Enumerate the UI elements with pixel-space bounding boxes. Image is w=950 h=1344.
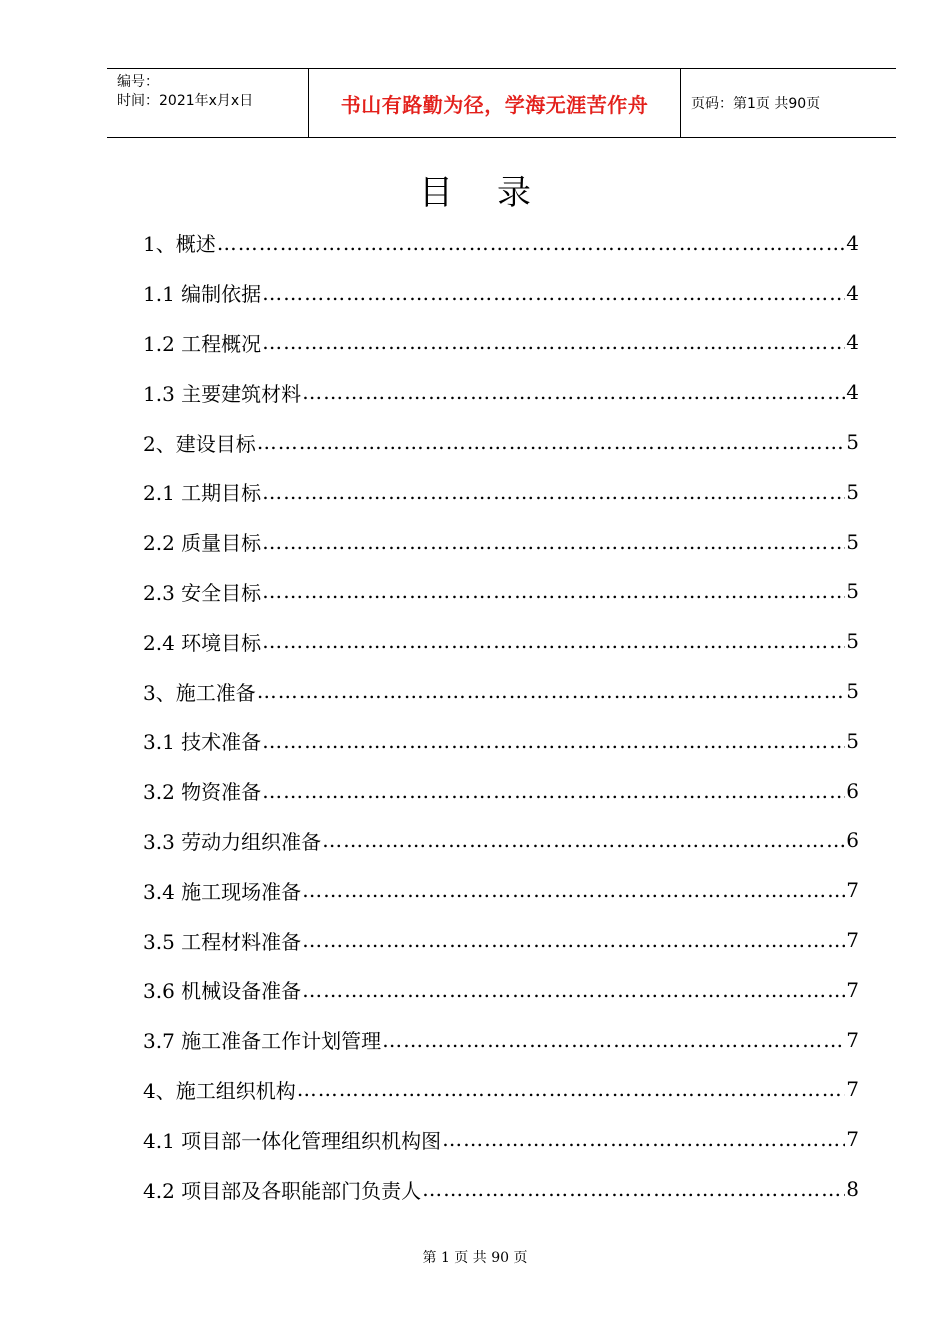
header-motto: 书山有路勤为径，学海无涯苦作舟 bbox=[309, 69, 681, 137]
toc-leader-dots bbox=[257, 679, 846, 703]
toc-entry[interactable] bbox=[143, 1065, 859, 1115]
toc-entry-page: 5 bbox=[846, 430, 859, 455]
toc-leader-dots bbox=[302, 380, 845, 404]
toc-entry-page: 4 bbox=[846, 230, 859, 255]
toc-leader-dots bbox=[257, 430, 846, 454]
toc-entry-label: 1.2 工程概况 bbox=[143, 331, 262, 356]
toc-entry-label: 2.2 质量目标 bbox=[143, 531, 262, 556]
toc-entry-page: 7 bbox=[846, 1127, 859, 1152]
toc-leader-dots bbox=[262, 530, 845, 554]
toc-leader-dots bbox=[302, 928, 845, 952]
toc-entry-label: 3.7 施工准备工作计划管理 bbox=[143, 1029, 382, 1054]
toc-entry-page: 7 bbox=[846, 928, 859, 953]
toc-entry-label: 1、概述 bbox=[143, 232, 216, 257]
toc-leader-dots bbox=[262, 579, 845, 603]
toc-leader-dots bbox=[262, 281, 845, 305]
toc-leader-dots bbox=[302, 878, 845, 902]
toc-entry-page: 5 bbox=[846, 679, 859, 704]
toc-leader-dots bbox=[262, 779, 845, 803]
toc-entry-label: 3.5 工程材料准备 bbox=[143, 929, 302, 954]
toc-entry-page: 7 bbox=[846, 977, 859, 1002]
toc-entry-page: 5 bbox=[846, 629, 859, 654]
toc-leader-dots bbox=[262, 330, 845, 354]
toc-leader-dots bbox=[217, 231, 846, 255]
toc-entry-label: 2.4 环境目标 bbox=[143, 630, 262, 655]
time-label: 时间：2021年x月x日 bbox=[117, 93, 254, 109]
toc-entry-label: 1.1 编制依据 bbox=[143, 282, 262, 307]
toc-entry[interactable] bbox=[143, 467, 859, 517]
toc-entry[interactable] bbox=[143, 318, 859, 368]
toc-entry[interactable] bbox=[143, 517, 859, 567]
toc-entry-page: 7 bbox=[846, 1077, 859, 1102]
toc-entry-label: 3.3 劳动力组织准备 bbox=[143, 829, 322, 854]
toc-leader-dots bbox=[262, 629, 845, 653]
toc-entry-label: 2、建设目标 bbox=[143, 431, 256, 456]
toc-entry[interactable] bbox=[143, 915, 859, 965]
toc-entry-page: 8 bbox=[846, 1177, 859, 1202]
toc-entry[interactable] bbox=[143, 716, 859, 766]
toc-entry-label: 4.2 项目部及各职能部门负责人 bbox=[143, 1178, 422, 1203]
toc-entry[interactable] bbox=[143, 1164, 859, 1214]
toc-entry-page: 4 bbox=[846, 280, 859, 305]
table-of-contents bbox=[143, 218, 859, 1214]
header-page-info: 页码：第1页 共90页 bbox=[691, 96, 821, 112]
toc-leader-dots bbox=[302, 978, 845, 1002]
toc-entry[interactable] bbox=[143, 417, 859, 467]
toc-leader-dots bbox=[262, 729, 845, 753]
toc-entry[interactable] bbox=[143, 616, 859, 666]
toc-entry-page: 4 bbox=[846, 330, 859, 355]
toc-entry-label: 3.6 机械设备准备 bbox=[143, 979, 302, 1004]
toc-entry-page: 4 bbox=[846, 380, 859, 405]
toc-entry-page: 5 bbox=[846, 529, 859, 554]
toc-entry-label: 2.3 安全目标 bbox=[143, 580, 262, 605]
toc-leader-dots bbox=[422, 1177, 845, 1201]
number-label: 编号： bbox=[117, 74, 159, 90]
toc-entry-page: 5 bbox=[846, 579, 859, 604]
toc-entry[interactable] bbox=[143, 816, 859, 866]
document-header bbox=[107, 68, 896, 138]
toc-entry-label: 2.1 工期目标 bbox=[143, 481, 262, 506]
toc-entry[interactable] bbox=[143, 567, 859, 617]
toc-entry[interactable] bbox=[143, 1015, 859, 1065]
toc-entry-page: 6 bbox=[846, 828, 859, 853]
toc-leader-dots bbox=[382, 1028, 845, 1052]
toc-leader-dots bbox=[322, 828, 845, 852]
toc-entry-page: 5 bbox=[846, 479, 859, 504]
toc-entry-label: 4.1 项目部一体化管理组织机构图 bbox=[143, 1128, 442, 1153]
toc-entry[interactable] bbox=[143, 865, 859, 915]
toc-entry-page: 7 bbox=[846, 1027, 859, 1052]
toc-entry[interactable] bbox=[143, 666, 859, 716]
toc-leader-dots bbox=[442, 1127, 845, 1151]
toc-entry-page: 7 bbox=[846, 878, 859, 903]
toc-entry[interactable] bbox=[143, 268, 859, 318]
toc-leader-dots bbox=[262, 480, 845, 504]
page-title: 目录 bbox=[419, 173, 575, 213]
toc-leader-dots bbox=[297, 1077, 846, 1101]
toc-entry[interactable] bbox=[143, 1114, 859, 1164]
header-meta bbox=[107, 69, 309, 137]
toc-entry-label: 3.1 技术准备 bbox=[143, 730, 262, 755]
toc-entry[interactable] bbox=[143, 766, 859, 816]
page-footer: 第 1 页 共 90 页 bbox=[422, 1250, 528, 1266]
toc-entry-page: 5 bbox=[846, 728, 859, 753]
toc-entry-label: 3.2 物资准备 bbox=[143, 780, 262, 805]
toc-entry-label: 3、施工准备 bbox=[143, 680, 256, 705]
toc-entry-page: 6 bbox=[846, 778, 859, 803]
toc-entry[interactable] bbox=[143, 965, 859, 1015]
toc-entry-label: 1.3 主要建筑材料 bbox=[143, 381, 302, 406]
toc-entry[interactable] bbox=[143, 218, 859, 268]
toc-entry[interactable] bbox=[143, 367, 859, 417]
toc-entry-label: 3.4 施工现场准备 bbox=[143, 879, 302, 904]
toc-entry-label: 4、施工组织机构 bbox=[143, 1078, 296, 1103]
